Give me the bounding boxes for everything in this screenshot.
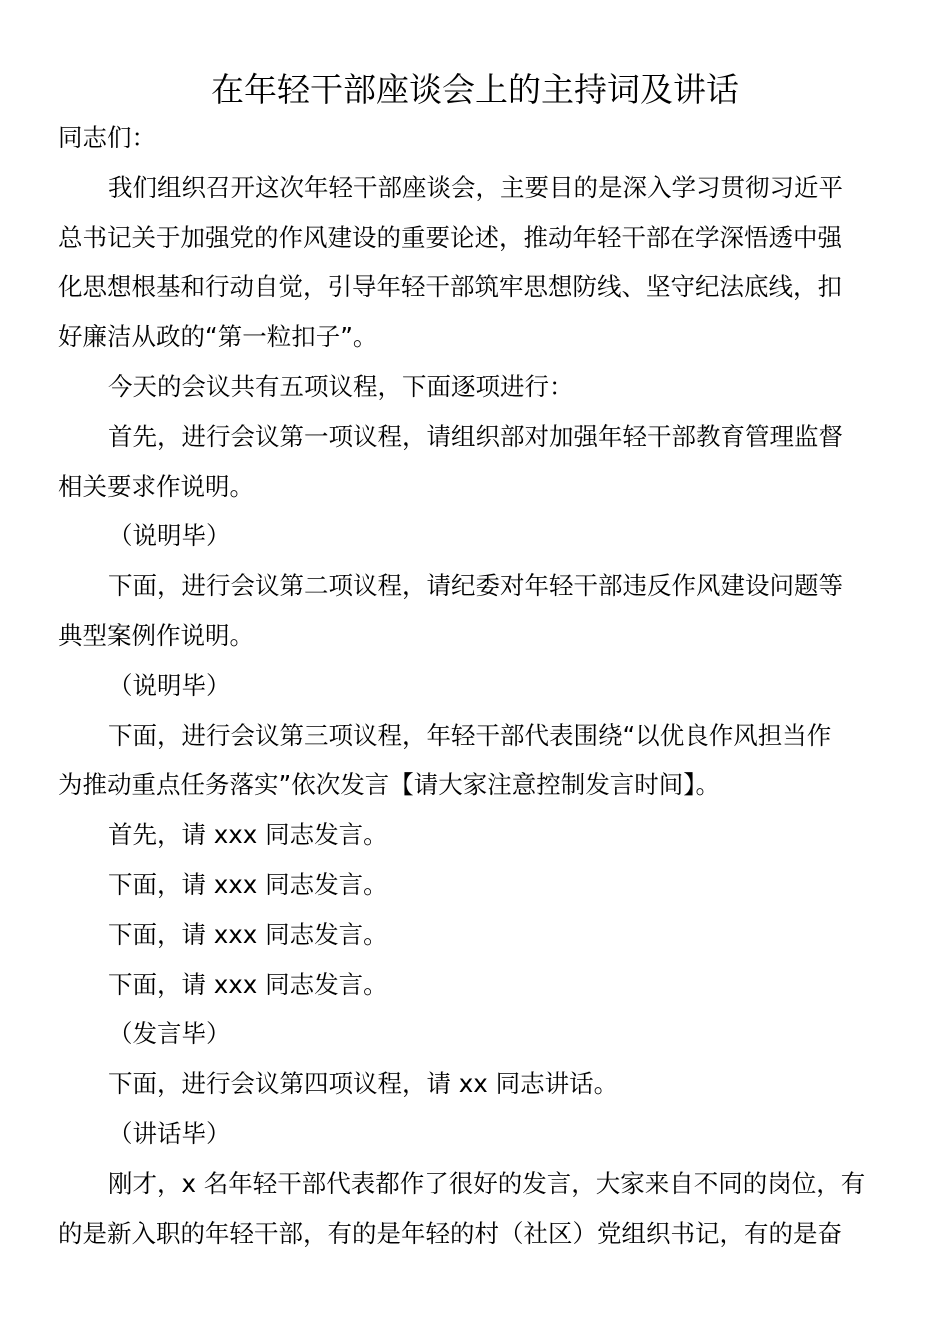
paragraph-line: 为推动重点任务落实”依次发言【请大家注意控制发言时间】。 <box>58 770 720 800</box>
paragraph-line: 刚才，x 名年轻干部代表都作了很好的发言，大家来自不同的岗位，有 <box>108 1168 866 1198</box>
stage-note: （说明毕） <box>108 521 231 551</box>
paragraph-line: 典型案例作说明。 <box>58 620 254 650</box>
paragraph-line: 下面，进行会议第三项议程，年轻干部代表围绕“以优良作风担当作 <box>108 720 832 750</box>
speaker-line: 下面，请 xxx 同志发言。 <box>108 919 388 949</box>
paragraph-line: 化思想根基和行动自觉，引导年轻干部筑牢思想防线、坚守纪法底线，扣 <box>58 272 842 302</box>
paragraph-line: 总书记关于加强党的作风建设的重要论述，推动年轻干部在学深悟透中强 <box>58 222 842 252</box>
speaker-line: 首先，请 xxx 同志发言。 <box>108 820 388 850</box>
paragraph-line: 好廉洁从政的“第一粒扣子”。 <box>58 322 378 352</box>
stage-note: （发言毕） <box>108 1019 231 1049</box>
paragraph-line: 下面，进行会议第二项议程，请纪委对年轻干部违反作风建设问题等 <box>108 571 843 601</box>
speaker-line: 下面，请 xxx 同志发言。 <box>108 869 388 899</box>
stage-note: （说明毕） <box>108 670 231 700</box>
paragraph-line: 我们组织召开这次年轻干部座谈会，主要目的是深入学习贯彻习近平 <box>108 172 843 202</box>
paragraph-line: 的是新入职的年轻干部，有的是年轻的村（社区）党组织书记，有的是奋 <box>58 1218 842 1248</box>
document-title: 在年轻干部座谈会上的主持词及讲话 <box>211 70 739 109</box>
salutation: 同志们： <box>58 123 156 152</box>
speaker-line: 下面，请 xxx 同志发言。 <box>108 969 388 999</box>
paragraph-line: 下面，进行会议第四项议程，请 xx 同志讲话。 <box>108 1069 619 1099</box>
paragraph-line: 首先，进行会议第一项议程，请组织部对加强年轻干部教育管理监督 <box>108 421 843 451</box>
document-body <box>58 113 878 1258</box>
stage-note: （讲话毕） <box>108 1118 231 1148</box>
paragraph-line: 相关要求作说明。 <box>58 471 254 501</box>
paragraph-line: 今天的会议共有五项议程，下面逐项进行： <box>108 371 574 401</box>
